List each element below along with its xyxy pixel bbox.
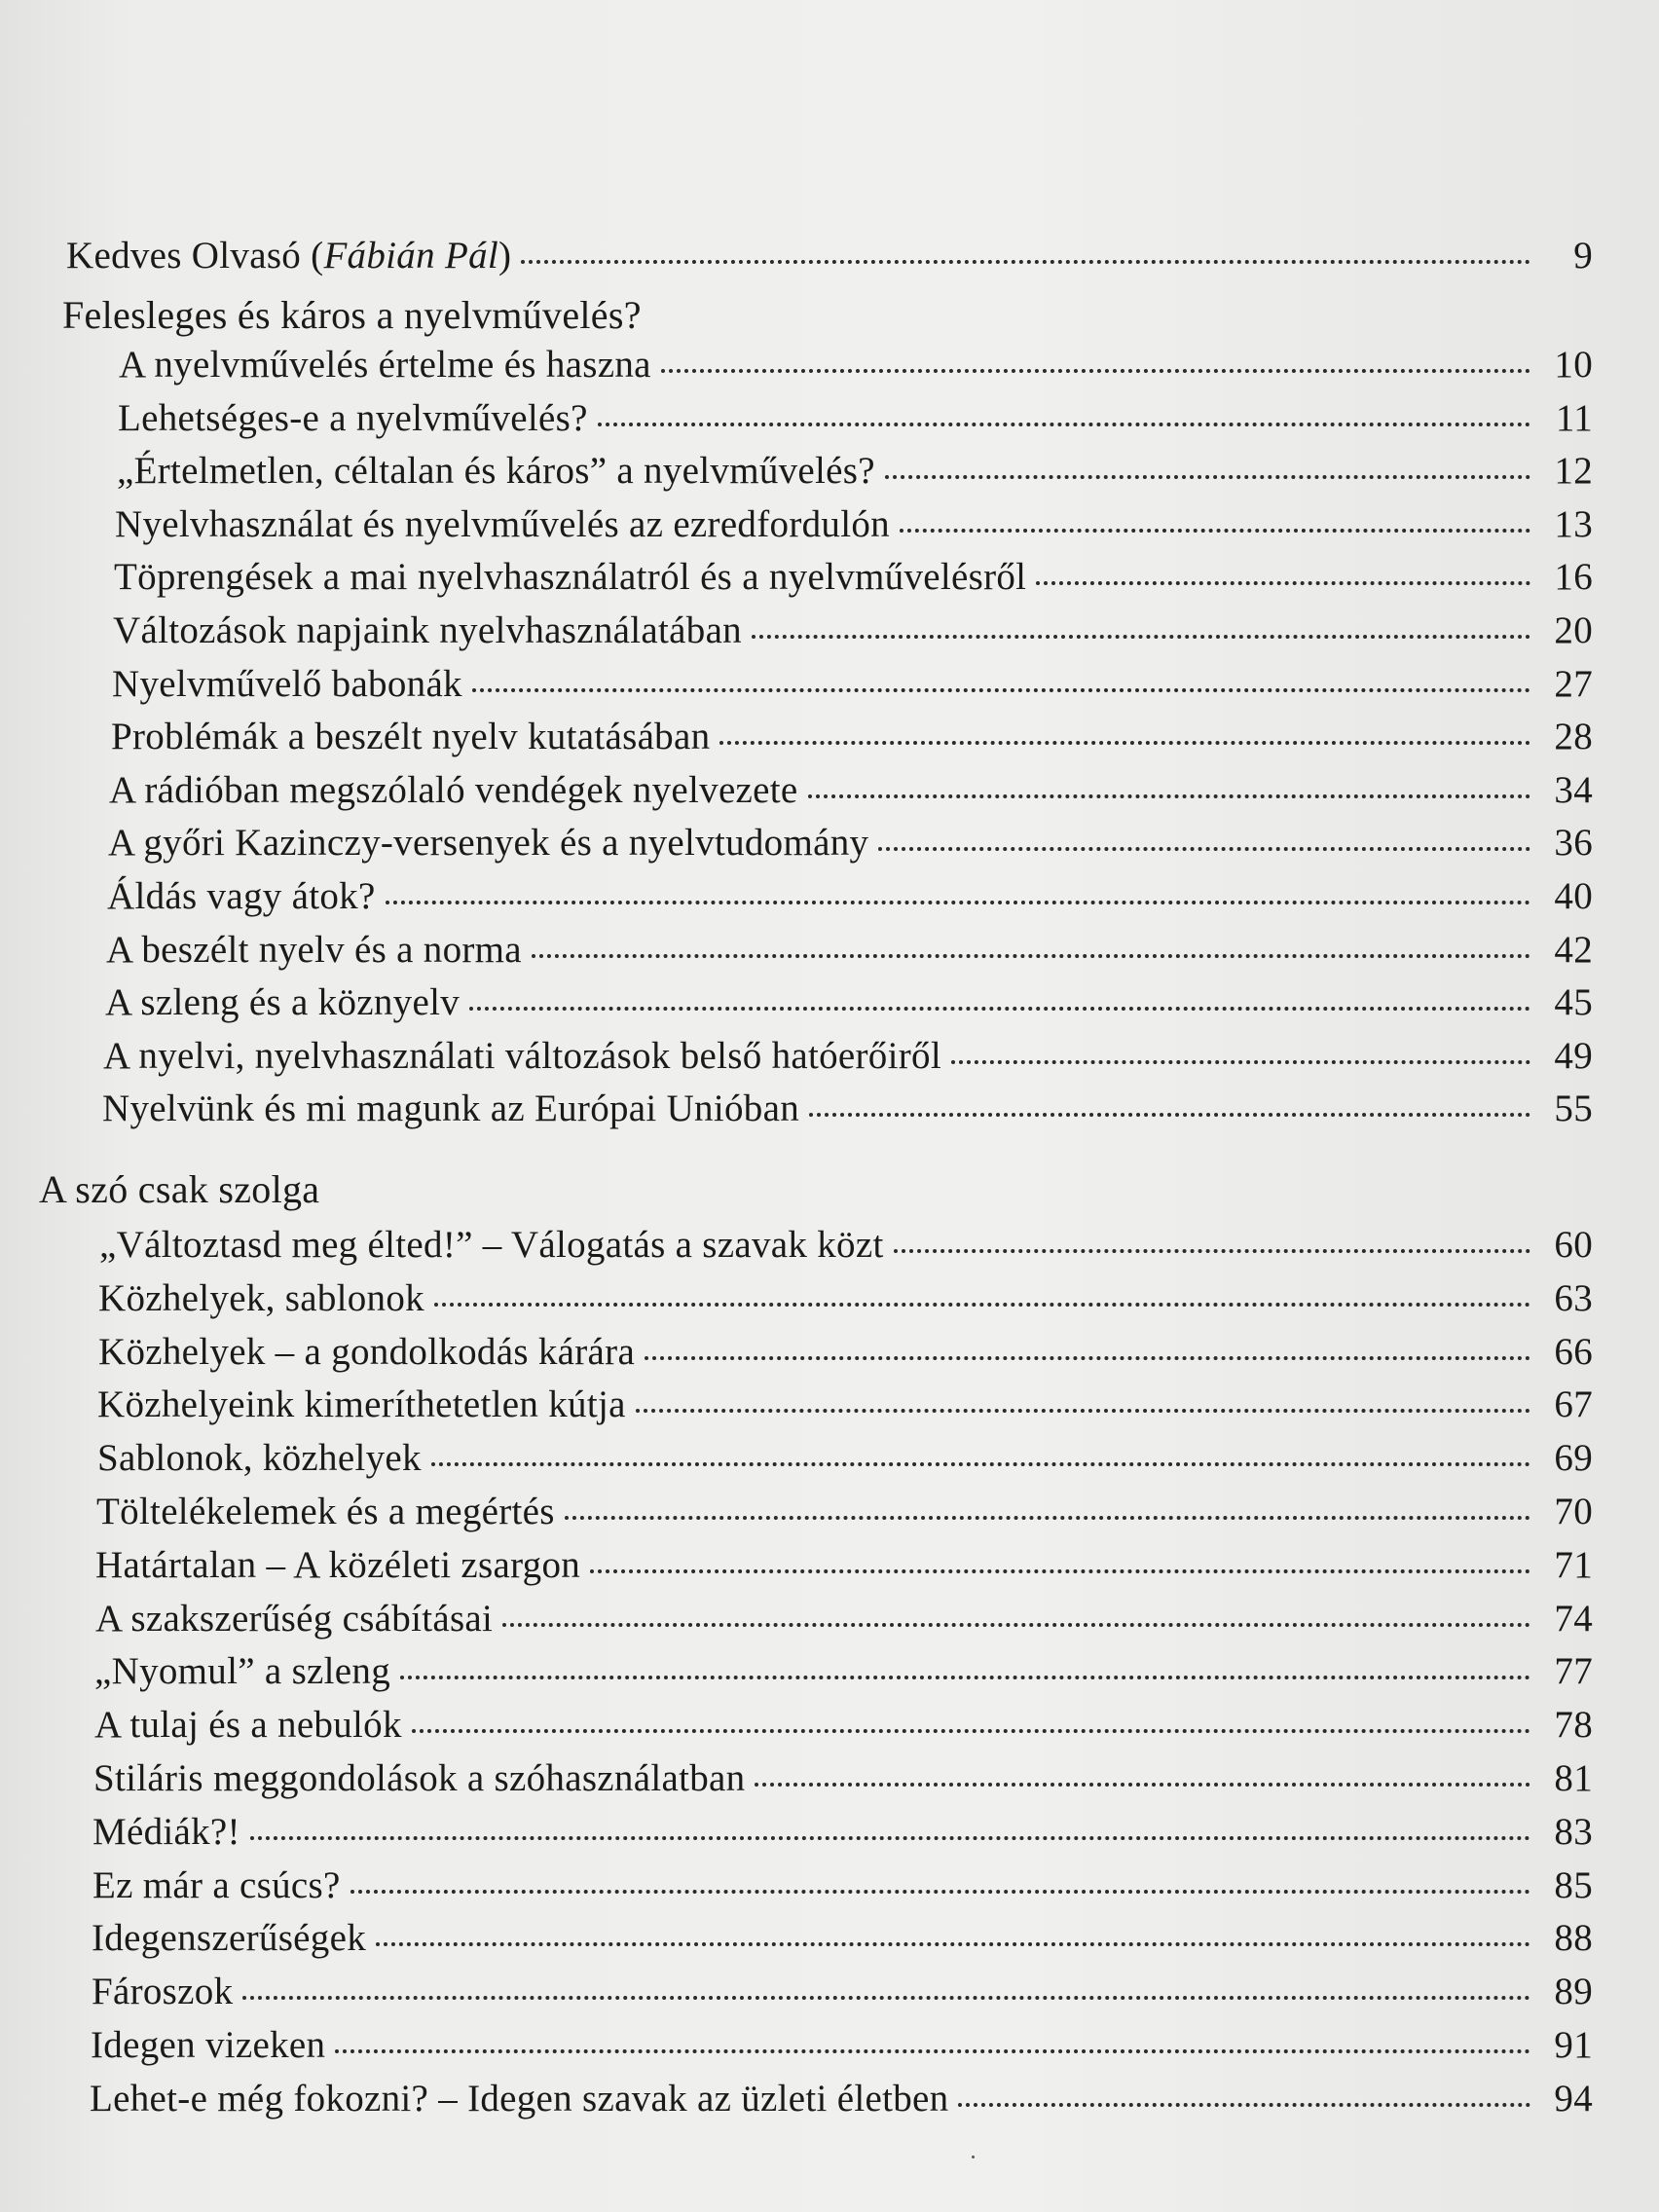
entry-title: A nyelvművelés értelme és haszna [119, 344, 651, 386]
stray-mark [972, 2156, 975, 2158]
entry-title: Lehetséges-e a nyelvművelés? [118, 397, 588, 439]
toc-entry [92, 1810, 1593, 1857]
toc-entry [95, 1597, 1593, 1643]
dot-leader [808, 785, 1530, 798]
entry-title: A rádióban megszólaló vendégek nyelvezete [109, 769, 798, 811]
dot-leader [951, 1051, 1530, 1064]
toc-entry [111, 715, 1593, 761]
page-number: 70 [1554, 1491, 1593, 1532]
dot-leader [894, 1239, 1530, 1253]
dot-leader [434, 1293, 1530, 1307]
entry-title: Sablonok, közhelyek [97, 1437, 422, 1479]
toc-entry [95, 1543, 1593, 1590]
page-number: 13 [1554, 503, 1593, 545]
entry-title: A szakszerűség csábításai [95, 1598, 494, 1640]
toc-entry [119, 343, 1593, 389]
page-number: 42 [1554, 929, 1593, 971]
entry-title: Nyelvünk és mi magunk az Európai Unióban [102, 1088, 799, 1129]
dot-leader [661, 359, 1530, 373]
entry-title: Problémák a beszélt nyelv kutatásában [111, 716, 711, 757]
page-number: 9 [1573, 235, 1593, 276]
toc-entry [91, 2023, 1593, 2070]
page-number: 34 [1554, 769, 1593, 811]
entry-title: Médiák?! [92, 1811, 240, 1853]
page-number: 71 [1554, 1544, 1593, 1586]
page-number: 10 [1554, 344, 1593, 386]
page-number: 20 [1554, 609, 1593, 651]
entry-title: Közhelyeink kimeríthetetlen kútja [97, 1383, 626, 1425]
page-number: 77 [1554, 1650, 1593, 1692]
entry-title: Közhelyek – a gondolkodás kárára [98, 1331, 636, 1373]
entry-title: Fároszok [92, 1971, 234, 2012]
entry-title: A szleng és a köznyelv [105, 981, 460, 1023]
entry-title: Közhelyek, sablonok [98, 1277, 424, 1319]
toc-entry-preface [66, 234, 1593, 280]
entry-title: Idegen vizeken [91, 2024, 326, 2066]
dot-leader [878, 837, 1530, 851]
entry-title: Stiláris meggondolások a szóhasználatban [93, 1757, 746, 1799]
page-number: 45 [1554, 981, 1593, 1023]
dot-leader [532, 944, 1530, 958]
dot-leader [598, 413, 1530, 426]
dot-leader [242, 1986, 1530, 2000]
dot-leader [400, 1666, 1530, 1679]
toc-entry [94, 1649, 1593, 1696]
dot-leader [412, 1719, 1530, 1733]
entry-title: Nyelvhasználat és nyelvművelés az ezredfordulón [115, 503, 890, 545]
toc-entry [98, 1330, 1593, 1377]
toc-entry [107, 874, 1593, 921]
dot-leader [502, 1613, 1530, 1627]
dot-leader [250, 1826, 1530, 1840]
toc-entry [92, 1916, 1593, 1963]
toc-entry [105, 980, 1593, 1027]
entry-title: Idegenszerűségek [92, 1917, 366, 1959]
dot-leader [376, 1933, 1530, 1946]
section-title-2: A szó csak szolga [39, 1167, 320, 1211]
toc-entry [97, 1436, 1593, 1483]
page-number: 74 [1554, 1598, 1593, 1640]
entry-title: „Értelmetlen, céltalan és káros” a nyelvművelés? [117, 450, 875, 492]
page-number: 94 [1554, 2078, 1593, 2120]
dot-leader [885, 465, 1530, 479]
page-number: 89 [1554, 1971, 1593, 2012]
toc-entry [109, 768, 1593, 815]
entry-title: Lehet-e még fokozni? – Idegen szavak az üzleti életben [90, 2078, 949, 2120]
entry-title: Töltelékelemek és a megértés [96, 1491, 555, 1532]
page-number: 67 [1554, 1383, 1593, 1425]
dot-leader [335, 2040, 1530, 2053]
dot-leader [719, 731, 1530, 745]
toc-entry [96, 1490, 1593, 1536]
toc-entry [99, 1223, 1593, 1270]
dot-leader [755, 1773, 1530, 1787]
entry-title: Töprengések a mai nyelvhasználatról és a nyelvművelésről [114, 556, 1027, 598]
dot-leader [900, 519, 1530, 533]
dot-leader [469, 997, 1530, 1011]
dot-leader [645, 1346, 1530, 1360]
dot-leader [752, 625, 1530, 639]
page-number: 36 [1554, 822, 1593, 864]
preface-author: Fábián Pál [323, 235, 499, 276]
toc-entry [102, 1087, 1593, 1133]
toc-entry [114, 555, 1593, 602]
page-number: 88 [1554, 1917, 1593, 1959]
dot-leader [386, 891, 1530, 904]
section-title-1: Felesleges és káros a nyelvművelés? [62, 293, 642, 337]
page-number: 60 [1554, 1224, 1593, 1266]
dot-leader [809, 1103, 1530, 1117]
toc-entry [98, 1276, 1593, 1323]
page-number: 40 [1554, 875, 1593, 917]
dot-leader [590, 1560, 1530, 1573]
entry-title: A beszélt nyelv és a norma [106, 929, 522, 971]
toc-entry [113, 608, 1593, 655]
page-number: 85 [1554, 1864, 1593, 1906]
page-number: 83 [1554, 1811, 1593, 1853]
entry-title: Változások napjaink nyelvhasználatában [113, 609, 742, 651]
page-number: 55 [1554, 1088, 1593, 1129]
dot-leader [958, 2093, 1530, 2107]
page-number: 63 [1554, 1277, 1593, 1319]
entry-title: A nyelvi, nyelvhasználati változások belső hatóerőiről [103, 1035, 941, 1077]
dot-leader [350, 1880, 1530, 1894]
page-number: 12 [1554, 450, 1593, 492]
toc-entry [108, 821, 1593, 867]
dot-leader [472, 679, 1530, 692]
toc-entry [90, 2077, 1593, 2123]
toc-entry [118, 396, 1593, 443]
dot-leader [565, 1506, 1530, 1520]
entry-title: Határtalan – A közéleti zsargon [95, 1544, 581, 1586]
toc-entry [112, 662, 1593, 709]
toc-entry [115, 502, 1593, 549]
toc-entry [92, 1970, 1593, 2016]
entry-title: Ez már a csúcs? [92, 1864, 341, 1906]
page-number: 27 [1554, 663, 1593, 705]
toc-entry [103, 1034, 1593, 1081]
toc-entry [93, 1756, 1593, 1803]
page-number: 28 [1554, 716, 1593, 757]
page-number: 16 [1554, 556, 1593, 598]
page-number: 66 [1554, 1331, 1593, 1373]
page-number: 78 [1554, 1704, 1593, 1746]
toc-entry [97, 1382, 1593, 1429]
page-number: 49 [1554, 1035, 1593, 1077]
page-number: 69 [1554, 1437, 1593, 1479]
preface-title: Kedves Olvasó (Fábián Pál) [66, 235, 512, 276]
entry-title: „Változtasd meg élted!” – Válogatás a szavak közt [99, 1224, 884, 1266]
dot-leader [636, 1399, 1530, 1413]
page-number: 11 [1555, 397, 1593, 439]
entry-title: Nyelvművelő babonák [112, 663, 462, 705]
dot-leader [431, 1453, 1530, 1466]
entry-title: A győri Kazinczy-versenyek és a nyelvtudomány [108, 822, 869, 864]
page-number: 81 [1554, 1757, 1593, 1799]
toc-entry [106, 928, 1593, 975]
toc-entry [92, 1863, 1593, 1910]
toc-entry [117, 449, 1593, 496]
dot-leader [521, 250, 1530, 264]
entry-title: A tulaj és a nebulók [94, 1704, 402, 1746]
dot-leader [1036, 571, 1530, 585]
entry-title: Áldás vagy átok? [107, 875, 376, 917]
entry-title: „Nyomul” a szleng [94, 1650, 390, 1692]
toc-entry [94, 1703, 1593, 1750]
page-number: 91 [1554, 2024, 1593, 2066]
